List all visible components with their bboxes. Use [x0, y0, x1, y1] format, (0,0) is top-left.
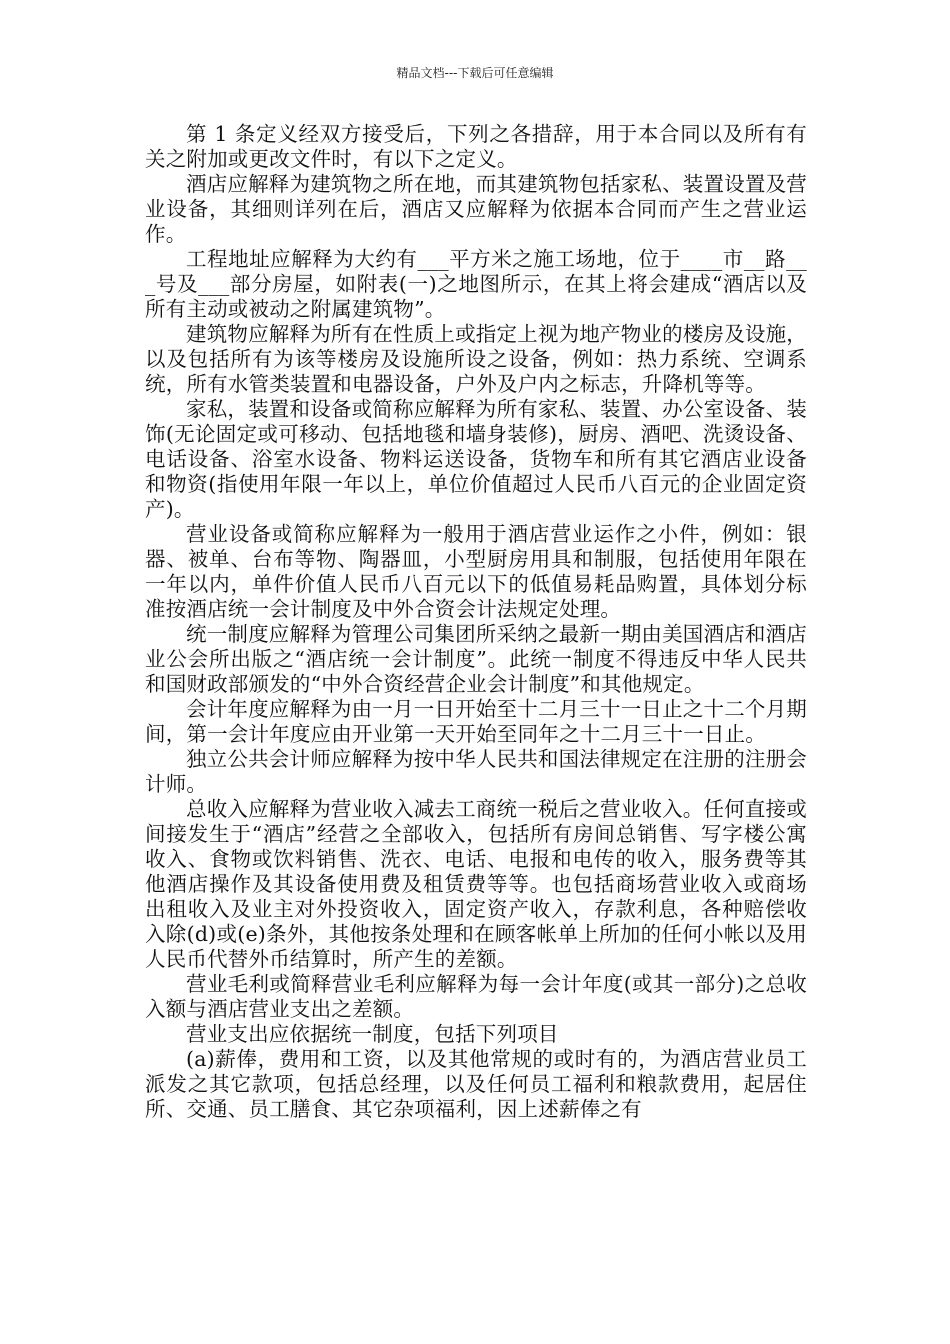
- paragraph-accountant: 独立公共会计师应解释为按中华人民共和国法律规定在注册的注册会计师。: [145, 747, 807, 796]
- paragraph-buildings: 建筑物应解释为所有在性质上或指定上视为地产物业的楼房及设施，以及包括所有为该等楼房及设施所设之设备，例如：热力系统、空调系统，所有水管类装置和电器设备，户外及户内之标志，升降机等等。: [145, 322, 807, 396]
- document-body: [145, 122, 807, 1122]
- paragraph-hotel: 酒店应解释为建筑物之所在地，而其建筑物包括家私、装置设置及营业设备，其细则详列在后，酒店又应解释为依据本合同而产生之营业运作。: [145, 172, 807, 246]
- paragraph-furniture: 家私，装置和设备或简称应解释为所有家私、装置、办公室设备、装饰(无论固定或可移动、包括地毯和墙身装修)，厨房、酒吧、洗烫设备、电话设备、浴室水设备、物料运送设备，货物车和所有其它酒店业设备和物资(指使用年限一年以上，单位价值超过人民币八百元的企业固定资产)。: [145, 397, 807, 521]
- paragraph-definitions-intro: 第 1 条定义经双方接受后，下列之各措辞，用于本合同以及所有有关之附加或更改文件时，有以下之定义。: [145, 122, 807, 171]
- paragraph-fiscal-year: 会计年度应解释为由一月一日开始至十二月三十一日止之十二个月期间，第一会计年度应由开业第一天开始至同年之十二月三十一日止。: [145, 697, 807, 746]
- page-header: 精品文档---下载后可任意编辑: [396, 66, 554, 80]
- paragraph-gross-profit: 营业毛利或简释营业毛利应解释为每一会计年度(或其一部分)之总收入额与酒店营业支出之差额。: [145, 972, 807, 1021]
- paragraph-operating-equipment: 营业设备或简称应解释为一般用于酒店营业运作之小件，例如：银器、被单、台布等物、陶器皿，小型厨房用具和制服，包括使用年限在一年以内，单件价值人民币八百元以下的低值易耗品购置，具体划分标准按酒店统一会计制度及中外合资会计法规定处理。: [145, 522, 807, 621]
- paragraph-site: 工程地址应解释为大约有___平方米之施工场地，位于____市__路___号及___部分房屋，如附表(一)之地图所示，在其上将会建成“酒店以及所有主动或被动之附属建筑物”。: [145, 247, 807, 321]
- paragraph-uniform-system: 统一制度应解释为管理公司集团所采纳之最新一期由美国酒店和酒店业公会所出版之“酒店统一会计制度”。此统一制度不得违反中华人民共和国财政部颁发的“中外合资经营企业会计制度”和其他规定。: [145, 622, 807, 696]
- paragraph-operating-expenses: 营业支出应依据统一制度，包括下列项目: [186, 1022, 559, 1046]
- paragraph-gross-revenue: 总收入应解释为营业收入减去工商统一税后之营业收入。任何直接或间接发生于“酒店”经营之全部收入，包括所有房间总销售、写字楼公寓收入、食物或饮料销售、洗衣、电话、电报和电传的收入，服务费等其他酒店操作及其设备使用费及租赁费等等。也包括商场营业收入或商场出租收入及业主对外投资收入，固定资产收入，存款利息，各种赔偿收入除(d)或(e)条外，其他按条处理和在顾客帐单上所加的任何小帐以及用人民币代替外币结算时，所产生的差额。: [145, 797, 807, 971]
- paragraph-item-a: (a)薪俸，费用和工资，以及其他常规的或时有的，为酒店营业员工派发之其它款项，包括总经理，以及任何员工福利和粮款费用，起居住所、交通、员工膳食、其它杂项福利，因上述薪俸之有: [145, 1047, 807, 1121]
